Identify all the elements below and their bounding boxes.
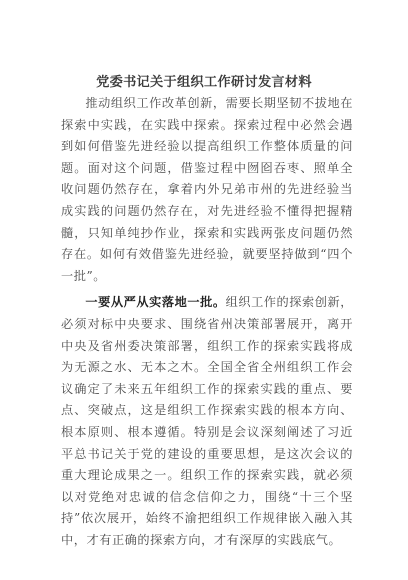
document-body xyxy=(61,93,353,551)
paragraph-intro-text: 推动组织工作改革创新，需要长期坚韧不拔地在探索中实践，在实践中探索。探索过程中必然会遇到如何借鉴先进经验以提高组织工作整体质量的问题。面对这个问题，借鉴过程中囫囵吞枣、照单全收问题仍然存在，拿着内外兄弟市州的先进经验当成实践的问题仍然存在，对先进经验不懂得把握精髓，只知单纯抄作业，探索和实践两张皮问题仍然存在。如何有效借鉴先进经验，就要坚持做到“四个一批”。 xyxy=(61,96,353,283)
paragraph-point-one-text: 组织工作的探索创新，必须对标中央要求、围绕省州决策部署展开，离开中央及省州委决策部署，组织工作的探索实践将成为无源之水、无本之木。全国全省全州组织工作会议确定了未来五年组织工作的探索实践的重点、要点、突破点，这是组织工作探索实践的根本方向、根本原则、根本遵循。特别是会议深刻阐述了习近平总书记关于党的建设的重要思想，是这次会议的重大理论成果之一。组织工作的探索实践，就必须以对党绝对忠诚的信念信仰之力，围绕“十三个坚持”依次展开，始终不渝把组织工作规律嵌入融入其中，才有正确的探索方向，才有深厚的实践底气。 xyxy=(61,295,354,547)
paragraph-point-one xyxy=(61,292,353,551)
paragraph-intro xyxy=(61,93,353,287)
document-title: 党委书记关于组织工作研讨发言材料 xyxy=(96,75,312,90)
paragraph-point-one-heading: 一要从严从实落地一批。 xyxy=(85,295,226,310)
